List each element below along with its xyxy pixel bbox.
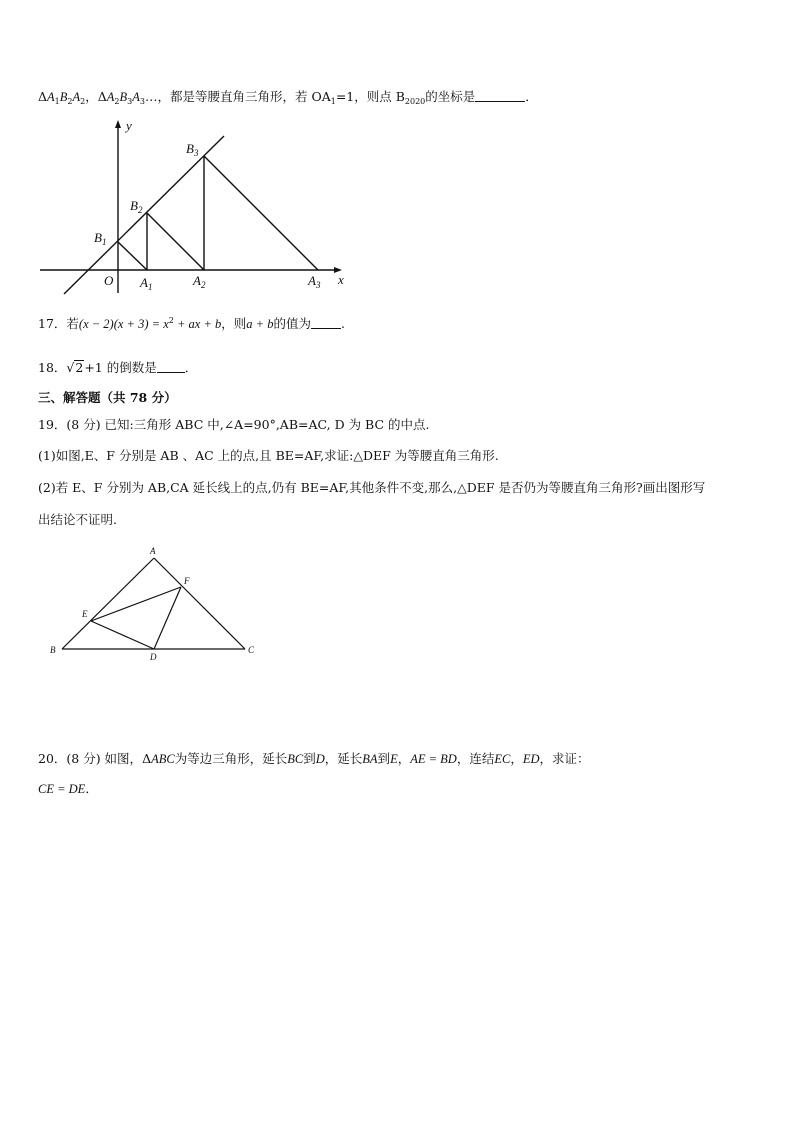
answer-blank[interactable] (311, 316, 341, 329)
q19-stem: 19．(8 分) 已知:三角形 ABC 中,∠A=90°,AB=AC, D 为 BC 的中点. (38, 417, 430, 432)
label-C: C (248, 645, 255, 655)
q19-part2-line1: (2)若 E、F 分别为 AB,CA 延长线上的点,仍有 BE=AF,其他条件不变,那么,△DEF 是否仍为等腰直角三角形?画出图形写 (38, 480, 706, 495)
q18-text: 18．√2+1 的倒数是 ． (38, 360, 198, 375)
label-a3: $A_3$ (308, 273, 321, 290)
q20-text: 20．(8 分) 如图，ΔABC为等边三角形，延长BC到D，延长BA到E，AE = BD，连结EC，ED，求证： (38, 751, 590, 766)
y-label: y (126, 118, 132, 133)
label-b1: $B_1$ (94, 230, 107, 247)
label-a1: $A_1$ (140, 275, 153, 292)
label-A: A (150, 546, 156, 556)
q19-part1: (1)如图,E、F 分别是 AB 、AC 上的点,且 BE=AF,求证:△DEF 为等腰直角三角形. (38, 448, 499, 463)
y-axis-arrow (115, 120, 121, 128)
label-a2: $A_2$ (193, 273, 206, 290)
q17-text: 17．若$(x - 2)(x + 3) = x^2$ + ax + b，则a + b的值为 . (38, 316, 345, 331)
side-ac (154, 558, 245, 649)
sqrt-symbol: √ (66, 360, 75, 375)
answer-blank[interactable] (157, 360, 185, 373)
q16-coordinate-figure (36, 118, 366, 303)
label-b2: $B_2$ (130, 198, 143, 215)
segment-b2-a2 (147, 213, 204, 270)
x-label: x (338, 272, 344, 287)
q19-triangle-figure (46, 544, 266, 664)
segment-b3-a3 (204, 156, 318, 270)
side-ab (62, 558, 154, 649)
answer-blank[interactable] (475, 89, 525, 102)
q20-text-line2: CE = DE． (38, 781, 98, 796)
q19-part2-line2: 出结论不证明. (38, 512, 117, 527)
segment-ef (91, 587, 181, 621)
label-E: E (82, 609, 88, 619)
label-B: B (50, 645, 56, 655)
origin-label: O (104, 273, 114, 288)
label-b3: $B_3$ (186, 141, 199, 158)
q16-text: $\Delta A_1B_2A_2$，$\Delta A_2B_3A_3\dots$，都是等腰直角三角形，若 $OA_1=1$，则点 $B_{2020}$的坐标是 ． (38, 89, 538, 106)
segment-b1-a1 (118, 242, 147, 270)
label-F: F (184, 576, 190, 586)
label-D: D (150, 652, 157, 662)
section-heading: 三、解答题（共 78 分） (38, 390, 177, 405)
segment-ed (91, 621, 154, 649)
